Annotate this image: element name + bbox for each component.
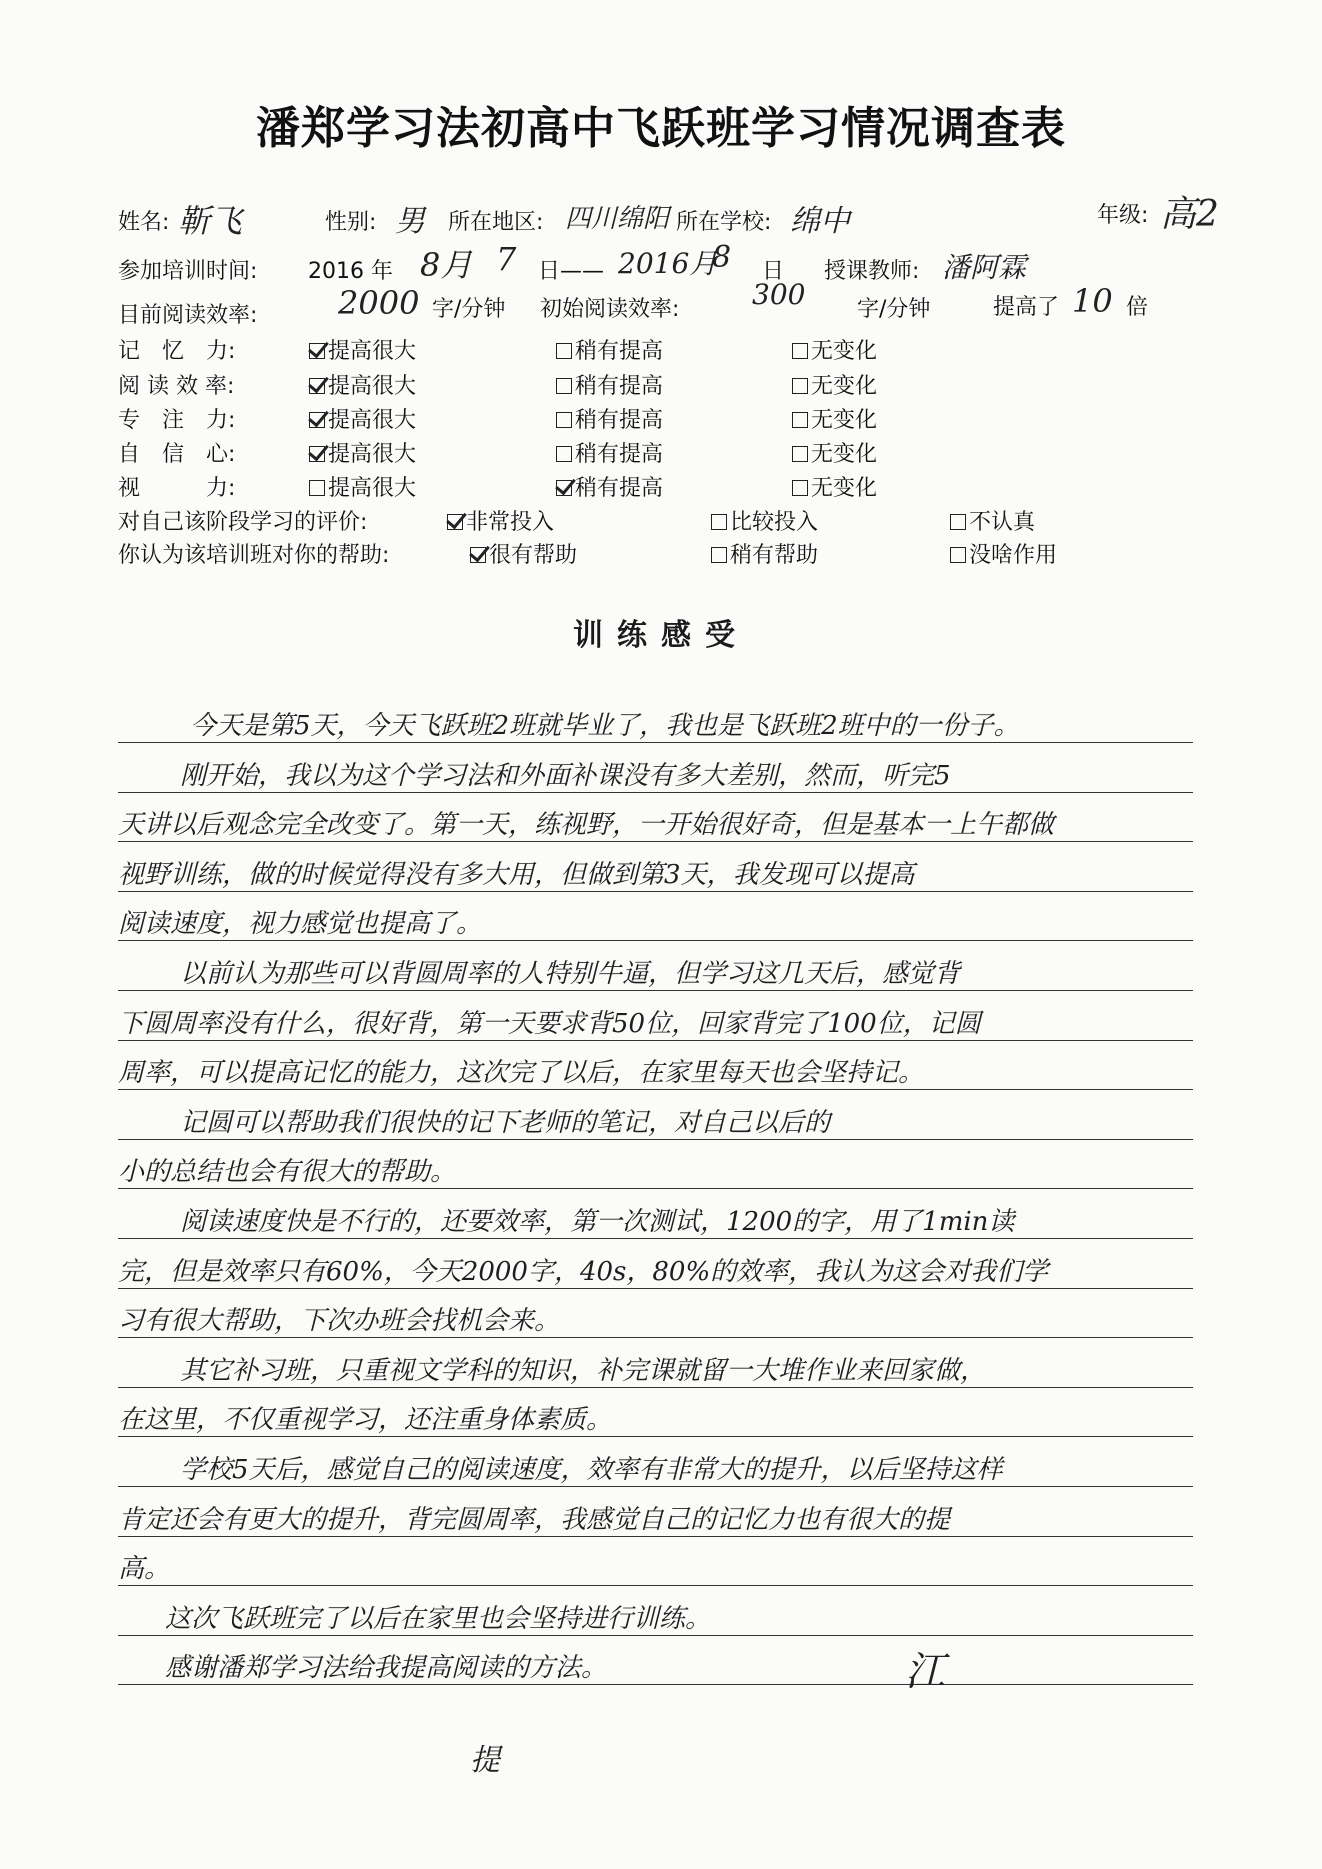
ruled-line (118, 1635, 1193, 1636)
rating-option-label: 很有帮助 (489, 543, 578, 568)
rating-option[interactable] (309, 471, 416, 502)
rating-option[interactable] (556, 369, 663, 400)
school-label: 所在学校: (676, 210, 772, 235)
region-value[interactable]: 四川绵阳 (565, 204, 670, 234)
rating-row-label: 阅 读 效 率: (118, 374, 235, 399)
rating-option[interactable] (792, 403, 877, 434)
checkbox[interactable] (309, 378, 325, 394)
section-title: 训练感受 (573, 618, 749, 653)
rating-option[interactable] (309, 369, 416, 400)
rating-option-label: 稍有提高 (575, 442, 664, 467)
checkbox[interactable] (309, 343, 325, 359)
ruled-line (118, 1040, 1193, 1041)
school-value[interactable]: 绵中 (790, 204, 850, 239)
rating-option-label: 提高很大 (328, 408, 417, 433)
rating-option-label: 无变化 (811, 339, 878, 364)
rating-option[interactable] (711, 538, 818, 569)
ruled-line (118, 1089, 1193, 1090)
grade-value[interactable]: 高2 (1160, 194, 1219, 235)
initial-speed-value[interactable]: 300 (752, 278, 806, 311)
rating-option[interactable] (309, 334, 416, 365)
ruled-line (118, 1486, 1193, 1487)
rating-option-label: 提高很大 (328, 442, 417, 467)
improve-value[interactable]: 10 (1072, 282, 1113, 320)
gender-value[interactable]: 男 (395, 204, 425, 239)
essay-line: 今天是第5天，今天飞跃班2班就毕业了，我也是飞跃班2班中的一份子。 (190, 711, 1020, 741)
checkbox[interactable] (556, 480, 572, 496)
teacher-value[interactable]: 潘阿霖 (942, 251, 1027, 284)
checkbox[interactable] (309, 480, 325, 496)
checkbox[interactable] (792, 446, 808, 462)
rating-option-label: 稍有提高 (575, 374, 664, 399)
essay-line: 以前认为那些可以背圆周率的人特别牛逼，但学习这几天后，感觉背 (180, 959, 961, 989)
start-month[interactable]: 8月 (420, 246, 473, 284)
checkbox[interactable] (556, 412, 572, 428)
rating-option[interactable] (950, 505, 1035, 536)
rating-option[interactable] (556, 403, 663, 434)
ruled-line (118, 1585, 1193, 1586)
essay-line: 感谢潘郑学习法给我提高阅读的方法。 (165, 1653, 608, 1683)
essay-line: 完，但是效率只有60%，今天2000字，40s，80%的效率，我认为这会对我们学 (118, 1257, 1049, 1287)
rating-option[interactable] (556, 471, 663, 502)
teacher-label: 授课教师: (824, 259, 920, 284)
grade-label: 年级: (1097, 203, 1149, 228)
rating-option[interactable] (792, 334, 877, 365)
ruled-line (118, 1536, 1193, 1537)
essay-line: 阅读速度快是不行的，还要效率，第一次测试，1200的字，用了1min读 (180, 1207, 1015, 1237)
essay-line: 学校5天后，感觉自己的阅读速度，效率有非常大的提升，以后坚持这样 (180, 1455, 1003, 1485)
rating-option-label: 稍有帮助 (730, 543, 819, 568)
rating-option-label: 提高很大 (328, 339, 417, 364)
rating-row-label: 专 注 力: (118, 408, 236, 433)
rating-row-label: 你认为该培训班对你的帮助: (118, 543, 390, 568)
essay-line: 其它补习班，只重视文学科的知识，补完课就留一大堆作业来回家做， (180, 1356, 987, 1386)
essay-line: 刚开始，我以为这个学习法和外面补课没有多大差别，然而，听完5 (180, 761, 951, 791)
checkbox[interactable] (792, 343, 808, 359)
ruled-line (118, 1387, 1193, 1388)
rating-option[interactable] (792, 369, 877, 400)
rating-option[interactable] (792, 437, 877, 468)
gender-label: 性别: (325, 210, 377, 235)
current-speed-label: 目前阅读效率: (118, 303, 258, 328)
times-label: 倍 (1126, 295, 1149, 320)
rating-option-label: 无变化 (811, 374, 878, 399)
ruled-line (118, 792, 1193, 793)
rating-option-label: 提高很大 (328, 476, 417, 501)
end-year-month[interactable]: 2016月 (618, 247, 718, 280)
checkbox[interactable] (556, 378, 572, 394)
rating-option-label: 无变化 (811, 476, 878, 501)
rating-option[interactable] (309, 403, 416, 434)
checkbox[interactable] (792, 378, 808, 394)
checkbox[interactable] (470, 547, 486, 563)
ruled-line (118, 891, 1193, 892)
form-title: 潘郑学习法初高中飞跃班学习情况调查表 (256, 103, 1066, 154)
ruled-line (118, 1139, 1193, 1140)
rating-option-label: 稍有提高 (575, 408, 664, 433)
checkbox[interactable] (309, 446, 325, 462)
name-value[interactable]: 靳飞 (178, 202, 243, 240)
essay-line: 天讲以后观念完全改变了。第一天，练视野，一开始很好奇，但是基本一上午都做 (118, 810, 1055, 840)
checkbox[interactable] (309, 412, 325, 428)
ruled-line (118, 841, 1193, 842)
unit-2: 字/分钟 (857, 297, 931, 322)
rating-option[interactable] (470, 538, 577, 569)
unit-1: 字/分钟 (432, 297, 506, 322)
essay-line: 小的总结也会有很大的帮助。 (118, 1157, 457, 1187)
start-day[interactable]: 7 (496, 240, 517, 278)
rating-option[interactable] (309, 437, 416, 468)
checkbox[interactable] (950, 547, 966, 563)
rating-option[interactable] (711, 505, 818, 536)
rating-row-label: 记 忆 力: (118, 339, 236, 364)
checkbox[interactable] (447, 514, 463, 530)
essay-line: 记圆可以帮助我们很快的记下老师的笔记，对自己以后的 (180, 1108, 831, 1138)
ruled-line (118, 1684, 1193, 1685)
checkbox[interactable] (711, 514, 727, 530)
rating-option-label: 不认真 (969, 510, 1036, 535)
ruled-line (118, 742, 1193, 743)
rating-option-label: 无变化 (811, 442, 878, 467)
rating-row-label: 对自己该阶段学习的评价: (118, 510, 368, 535)
rating-row-label: 视 力: (118, 476, 236, 501)
checkbox[interactable] (792, 480, 808, 496)
rating-option[interactable] (950, 538, 1057, 569)
essay-line: 阅读速度，视力感觉也提高了。 (118, 909, 483, 939)
ruled-line (118, 1188, 1193, 1189)
essay-line: 肯定还会有更大的提升，背完圆周率，我感觉自己的记忆力也有很大的提 (118, 1505, 951, 1535)
bottom-mark: 提 (470, 1743, 500, 1778)
rating-option-label: 提高很大 (328, 374, 417, 399)
rating-option-label: 稍有提高 (575, 339, 664, 364)
name-label: 姓名: (118, 210, 170, 235)
rating-row-label: 自 信 心: (118, 442, 236, 467)
essay-line: 这次飞跃班完了以后在家里也会坚持进行训练。 (165, 1604, 712, 1634)
essay-line: 习有很大帮助，下次办班会找机会来。 (118, 1306, 561, 1336)
ruled-line (118, 990, 1193, 991)
rating-option-label: 比较投入 (730, 510, 819, 535)
ruled-line (118, 1337, 1193, 1338)
essay-line: 周率，可以提高记忆的能力，这次完了以后，在家里每天也会坚持记。 (118, 1058, 925, 1088)
signature-mark: 江 (905, 1649, 945, 1695)
ruled-line (118, 940, 1193, 941)
checkbox[interactable] (556, 446, 572, 462)
ruled-line (118, 1288, 1193, 1289)
rating-option-label: 无变化 (811, 408, 878, 433)
end-day[interactable]: 8 (712, 240, 732, 275)
initial-speed-label: 初始阅读效率: (540, 297, 680, 322)
current-speed-value[interactable]: 2000 (338, 284, 420, 322)
checkbox[interactable] (792, 412, 808, 428)
rating-option[interactable] (447, 505, 554, 536)
rating-option[interactable] (556, 334, 663, 365)
essay-line: 下圆周率没有什么，很好背，第一天要求背50位，回家背完了100位，记圆 (118, 1009, 981, 1039)
checkbox[interactable] (711, 547, 727, 563)
checkbox[interactable] (950, 514, 966, 530)
year-prefix: 2016 年 (308, 259, 393, 284)
rating-option-label: 稍有提高 (575, 476, 664, 501)
rating-option[interactable] (556, 437, 663, 468)
day-end: 日 (762, 259, 785, 284)
checkbox[interactable] (556, 343, 572, 359)
rating-option-label: 非常投入 (466, 510, 555, 535)
day-separator: 日—— (538, 259, 605, 284)
essay-line: 视野训练，做的时候觉得没有多大用，但做到第3天，我发现可以提高 (118, 860, 915, 890)
training-time-label: 参加培训时间: (118, 259, 258, 284)
rating-option[interactable] (792, 471, 877, 502)
ruled-line (118, 1238, 1193, 1239)
essay-line: 在这里，不仅重视学习，还注重身体素质。 (118, 1405, 613, 1435)
rating-option-label: 没啥作用 (969, 543, 1058, 568)
region-label: 所在地区: (448, 210, 544, 235)
essay-line: 高。 (118, 1554, 171, 1584)
ruled-line (118, 1436, 1193, 1437)
improve-label: 提高了 (993, 295, 1060, 320)
